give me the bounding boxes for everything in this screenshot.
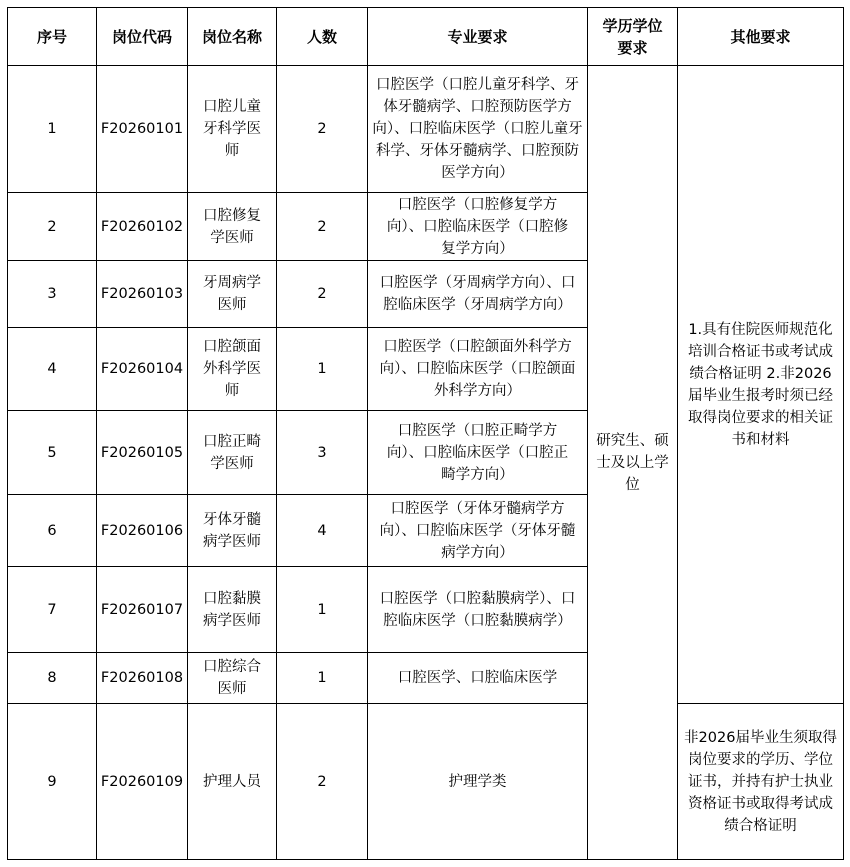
- table-row: [8, 66, 844, 193]
- table-row: [8, 704, 844, 860]
- cell-code: F20260109: [97, 704, 188, 860]
- cell-count: 2: [277, 193, 368, 261]
- cell-seq: 7: [8, 567, 97, 653]
- cell-major: 口腔医学（口腔黏膜病学）、口腔临床医学（口腔黏膜病学）: [368, 567, 588, 653]
- cell-code: F20260103: [97, 261, 188, 328]
- cell-major: 口腔医学（牙体牙髓病学方向）、口腔临床医学（牙体牙髓病学方向）: [368, 495, 588, 567]
- cell-other-nurses: 非2026届毕业生须取得岗位要求的学历、学位证书，并持有护士执业资格证书或取得考试成绩合格证明: [678, 704, 844, 860]
- cell-code: F20260108: [97, 653, 188, 704]
- cell-degree: 研究生、硕士及以上学位: [588, 66, 678, 860]
- cell-name: 牙周病学医师: [188, 261, 277, 328]
- cell-major: 口腔医学（口腔修复学方向）、口腔临床医学（口腔修复学方向）: [368, 193, 588, 261]
- cell-count: 1: [277, 653, 368, 704]
- header-count: 人数: [277, 8, 368, 66]
- cell-seq: 3: [8, 261, 97, 328]
- cell-seq: 2: [8, 193, 97, 261]
- cell-name: 口腔正畸学医师: [188, 411, 277, 495]
- cell-code: F20260104: [97, 328, 188, 411]
- cell-count: 3: [277, 411, 368, 495]
- cell-code: F20260105: [97, 411, 188, 495]
- cell-name: 牙体牙髓病学医师: [188, 495, 277, 567]
- cell-seq: 8: [8, 653, 97, 704]
- recruitment-table: [7, 7, 844, 860]
- cell-name: 口腔修复学医师: [188, 193, 277, 261]
- header-degree: 学历学位要求: [588, 8, 678, 66]
- cell-count: 4: [277, 495, 368, 567]
- cell-seq: 9: [8, 704, 97, 860]
- cell-name: 口腔颌面外科学医师: [188, 328, 277, 411]
- cell-code: F20260102: [97, 193, 188, 261]
- cell-major: 口腔医学（口腔儿童牙科学、牙体牙髓病学、口腔预防医学方向）、口腔临床医学（口腔儿童牙科学、牙体牙髓病学、口腔预防医学方向）: [368, 66, 588, 193]
- cell-count: 2: [277, 66, 368, 193]
- cell-major: 护理学类: [368, 704, 588, 860]
- cell-major: 口腔医学（牙周病学方向）、口腔临床医学（牙周病学方向）: [368, 261, 588, 328]
- header-name: 岗位名称: [188, 8, 277, 66]
- cell-name: 口腔综合医师: [188, 653, 277, 704]
- cell-code: F20260106: [97, 495, 188, 567]
- cell-major: 口腔医学、口腔临床医学: [368, 653, 588, 704]
- header-other: 其他要求: [678, 8, 844, 66]
- cell-count: 2: [277, 261, 368, 328]
- cell-count: 1: [277, 567, 368, 653]
- header-seq: 序号: [8, 8, 97, 66]
- header-row: [8, 8, 844, 66]
- cell-count: 2: [277, 704, 368, 860]
- cell-seq: 4: [8, 328, 97, 411]
- cell-name: 口腔儿童牙科学医师: [188, 66, 277, 193]
- header-major: 专业要求: [368, 8, 588, 66]
- cell-count: 1: [277, 328, 368, 411]
- cell-seq: 5: [8, 411, 97, 495]
- cell-seq: 6: [8, 495, 97, 567]
- cell-seq: 1: [8, 66, 97, 193]
- cell-major: 口腔医学（口腔正畸学方向）、口腔临床医学（口腔正畸学方向）: [368, 411, 588, 495]
- cell-major: 口腔医学（口腔颌面外科学方向）、口腔临床医学（口腔颌面外科学方向）: [368, 328, 588, 411]
- cell-other-doctors: 1.具有住院医师规范化培训合格证书或考试成绩合格证明 2.非2026届毕业生报考时须已经取得岗位要求的相关证书和材料: [678, 66, 844, 704]
- cell-code: F20260107: [97, 567, 188, 653]
- cell-code: F20260101: [97, 66, 188, 193]
- header-code: 岗位代码: [97, 8, 188, 66]
- cell-name: 口腔黏膜病学医师: [188, 567, 277, 653]
- cell-name: 护理人员: [188, 704, 277, 860]
